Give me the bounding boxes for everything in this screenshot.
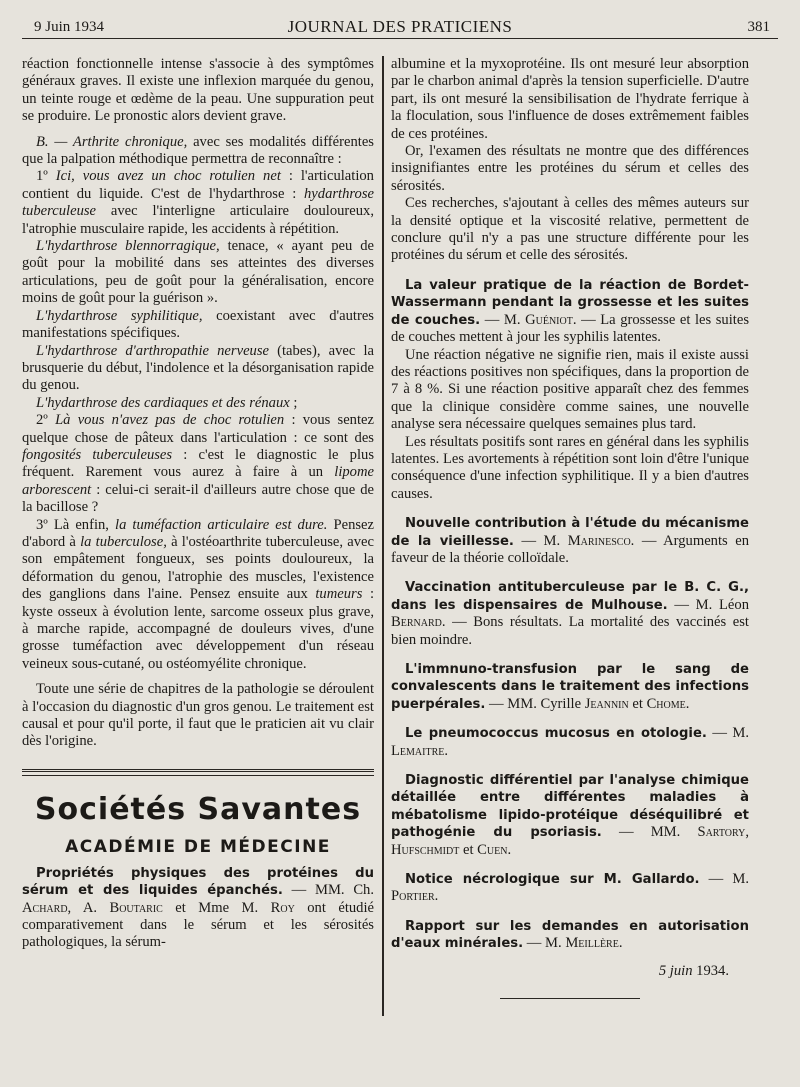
left-column	[22, 56, 374, 952]
column-divider	[382, 56, 384, 1016]
paragraph: Ces recherches, s'ajoutant à celles des mêmes auteurs sur la densité optique et la viscosité relative, permettent de conclure qu'il n'y a pas une structure différente pour les protéines du sérum et celle des sérosités.	[391, 195, 749, 264]
entry-academy-6: Le pneumococcus mucosus en otologie. — M. Lemaitre.	[391, 725, 749, 759]
entry-academy-7: Diagnostic différentiel par l'analyse chimique détaillée entre différentes maladies à mébatolisme lipido-protéique déséquilibré et pathogénie du psoriasis. — MM. Sartory, Hufschmidt et Cuen.	[391, 773, 750, 858]
entry-academy-2: La valeur pratique de la réaction de Bordet-Wassermann pendant la grossesse et les suites de couches. — M. Guéniot. — La grossesse et les suites de couches mettent à jour les syphilis latentes. Une réaction négative ne signifie rien, mais il existe aussi des réactions positives non spécifiques, dans la proportion de 7 à 8 %. Si une réaction positive apparaît chez des femmes que la clinique considère comme saines, une nouvelle analyse sera nécessaire quelques semaines plus tard. Les résultats positifs sont rares en général dans les syphilis latentes. Les avortements à répétition sont loin d'être l'unique conséquence d'une infection syphilitique. Il y a bien d'autres causes.	[391, 277, 749, 502]
paragraph: 1º Ici, vous avez un choc rotulien net : l'articulation contient du liquide. C'est de l'hydarthrose : hydarthrose tuberculeuse avec l'interligne articulaire douloureux, l'atrophie musculaire rapide, les accidents à répétition.	[22, 168, 374, 237]
entry-academy-3: Nouvelle contribution à l'étude du mécanisme de la vieillesse. — M. Marinesco. — Arguments en faveur de la théorie colloïdale.	[391, 516, 749, 566]
entry-academy-5: L'immnuno-transfusion par le sang de convalescents dans le traitement des infections puerpérales. — MM. Cyrille Jeannin et Chome.	[391, 662, 749, 712]
section-rule	[22, 769, 374, 776]
paragraph: B. — Arthrite chronique, avec ses modalités différentes que la palpation méthodique permettra de reconnaître :	[22, 133, 374, 168]
entry-academy-9: Rapport sur les demandes en autorisation d'eaux minérales. — M. Meillère.	[391, 918, 749, 952]
subsection-title: ACADÉMIE DE MÉDECINE	[65, 836, 331, 857]
paragraph: L'hydarthrose syphilitique, coexistant avec d'autres manifestations spécifiques.	[22, 307, 374, 342]
paragraph: 3º Là enfin, la tuméfaction articulaire est dure. Pensez d'abord à la tuberculose, à l'ostéoarthrite tuberculeuse, avec son empâtement fongueux, ses points douloureux, la déformation du genou, l'atrophie des muscles, l'existence des ganglions dans l'aine. Pensez ensuite aux tumeurs : kyste osseux à évolution lente, sarcome osseux plus grave, à marche rapide, accompagné de douleurs vives, d'une grosse tuméfaction avec développement d'un réseau veineux sous-cutané, ou ostéomyélite chronique.	[22, 516, 374, 672]
paragraph: L'hydarthrose blennorragique, tenace, « ayant peu de goût pour la mobilité dans ses atteintes des diverses articulations, peu de goût pour la généralisation, encore moins de goût pour la guérison ».	[22, 238, 374, 307]
entry-academy-8: Notice nécrologique sur M. Gallardo. — M. Portier.	[391, 871, 749, 905]
paragraph: L'hydarthrose des cardiaques et des rénaux ;	[36, 394, 298, 411]
running-header	[22, 16, 778, 39]
paragraph: albumine et la myxoprotéine. Ils ont mesuré leur absorption par le charbon animal d'après la tension superficielle. D'autre part, ils ont mesuré la sensibilisation de l'hydrate ferrique à la floculation, sous l'influence de doses extrêmement faibles de ces protéines.	[391, 56, 749, 142]
paragraph: L'hydarthrose d'arthropathie nerveuse (tabes), avec la brusquerie du début, l'indolence et la désorganisation rapide du genou.	[22, 342, 374, 394]
section-title: Sociétés Savantes	[34, 791, 362, 827]
paragraph: Or, l'examen des résultats ne montre que des différences insignifiantes entre les protéines du sérum et celles des sérosités.	[391, 143, 749, 194]
paragraph: 2º Là vous n'avez pas de choc rotulien : vous sentez quelque chose de pâteux dans l'articulation : ce sont des fongosités tuberculeuses : c'est le diagnostic le plus fréquent. Rarement vous aurez à faire à un lipome arborescent : celui-ci serait-il d'ailleurs autre chose que de la bacillose ?	[22, 412, 375, 516]
end-rule	[500, 998, 640, 999]
paragraph: Toute une série de chapitres de la pathologie se déroulent à l'occasion du diagnostic d'un gros genou. Le traitement est causal et pour qu'il porte, il faut que le praticien ait vu clair dès l'origine.	[22, 681, 374, 750]
closing-date: 5 juin 1934.	[658, 962, 729, 979]
header-date: 9 Juin 1934	[34, 19, 105, 35]
right-column	[391, 56, 749, 999]
paragraph: réaction fonctionnelle intense s'associe à des symptômes généraux graves. Il existe une inflexion marquée du genou, un teinte rouge et œdème de la peau. Une suppuration peut se produire. Le pronostic alors devient grave.	[22, 56, 374, 125]
page-number: 381	[747, 19, 770, 35]
entry-academy-1: Propriétés physiques des protéines du sérum et des liquides épanchés. — MM. Ch. Achard, A. Boutaric et Mme M. Roy ont étudié comparativement dans le sérum et les sérosités pathologiques, la sérum-	[22, 865, 374, 951]
entry-academy-4: Vaccination antituberculeuse par le B. C. G., dans les dispensaires de Mulhouse. — M. Léon Bernard. — Bons résultats. La mortalité des vaccinés est bien moindre.	[391, 580, 749, 648]
journal-title: JOURNAL DES PRATICIENS	[287, 17, 513, 36]
